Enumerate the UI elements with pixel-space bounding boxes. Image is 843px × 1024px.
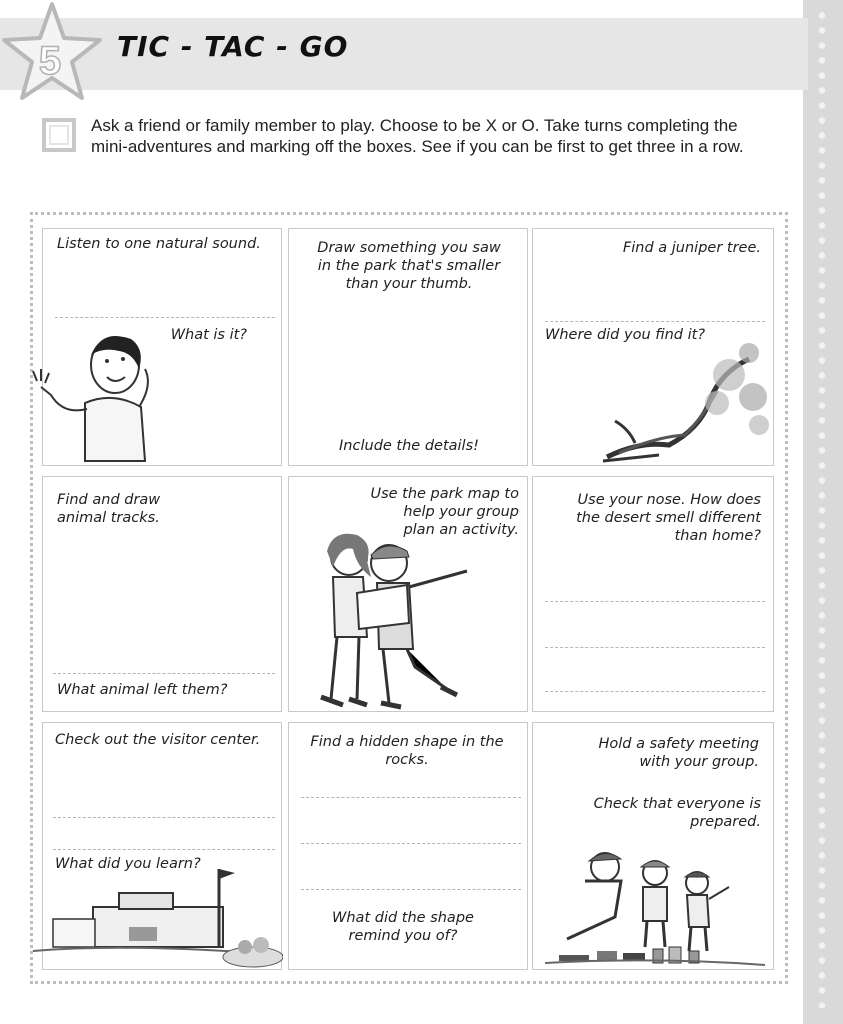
cell-prompt-text: What did the shape remind you of?	[332, 910, 474, 944]
instructions-text: Ask a friend or family member to play. Choose to be X or O. Take turns completing the mini-adventures and marking off the boxes. See if you can be first to get three in a row.	[91, 116, 744, 156]
cell-task-text: Use your nose. How does the desert smell different than home?	[576, 492, 761, 544]
kids-with-map-illustration	[297, 527, 487, 711]
answer-line	[53, 849, 275, 850]
juniper-tree-illustration	[599, 333, 771, 465]
answer-line	[301, 797, 521, 798]
cell-listen-sound[interactable]	[42, 228, 282, 466]
page-edge-strip	[803, 0, 843, 1024]
star-badge-icon	[0, 0, 104, 110]
cell-hint-text: Include the details!	[339, 438, 479, 454]
binding-dots	[817, 8, 827, 1008]
cell-task-text: Find a hidden shape in the rocks.	[310, 734, 504, 768]
answer-line	[545, 601, 765, 602]
answer-line	[545, 321, 765, 322]
completion-checkbox[interactable]	[42, 118, 76, 152]
cell-juniper-tree[interactable]	[532, 228, 774, 466]
cell-safety-meeting[interactable]	[532, 722, 774, 970]
safety-meeting-illustration	[545, 847, 765, 969]
cell-task-text: Hold a safety meeting with your group.	[598, 736, 759, 770]
cell-task-text: Check out the visitor center.	[55, 732, 261, 748]
answer-line	[55, 317, 275, 318]
cell-task-text: Listen to one natural sound.	[57, 236, 261, 252]
cell-prompt-text: What animal left them?	[57, 682, 228, 698]
cell-task-text: Find a juniper tree.	[622, 240, 761, 256]
cell-desert-smell[interactable]	[532, 476, 774, 712]
cell-draw-small-thing[interactable]	[288, 228, 528, 466]
cell-visitor-center[interactable]	[42, 722, 282, 970]
cell-animal-tracks[interactable]	[42, 476, 282, 712]
cell-sub-text: Check that everyone is prepared.	[593, 796, 761, 830]
answer-line	[301, 889, 521, 890]
answer-line	[53, 673, 275, 674]
cell-prompt-text: Where did you find it?	[545, 327, 706, 343]
answer-line	[53, 817, 275, 818]
visitor-center-illustration	[33, 863, 283, 971]
cell-prompt-text: What did you learn?	[55, 856, 201, 872]
page-title: TIC - TAC - GO	[117, 30, 349, 63]
cell-task-text: Find and draw animal tracks.	[57, 492, 161, 526]
cell-prompt-text: What is it?	[170, 327, 247, 343]
answer-line	[545, 691, 765, 692]
answer-line	[545, 647, 765, 648]
cell-task-text: Use the park map to help your group plan an activity.	[370, 486, 519, 538]
cell-park-map[interactable]	[288, 476, 528, 712]
activity-number: 5	[38, 39, 62, 83]
cell-hidden-shape[interactable]	[288, 722, 528, 970]
answer-line	[301, 843, 521, 844]
cell-task-text: Draw something you saw in the park that's smaller than your thumb.	[317, 240, 501, 292]
boy-listening-illustration	[23, 325, 173, 465]
